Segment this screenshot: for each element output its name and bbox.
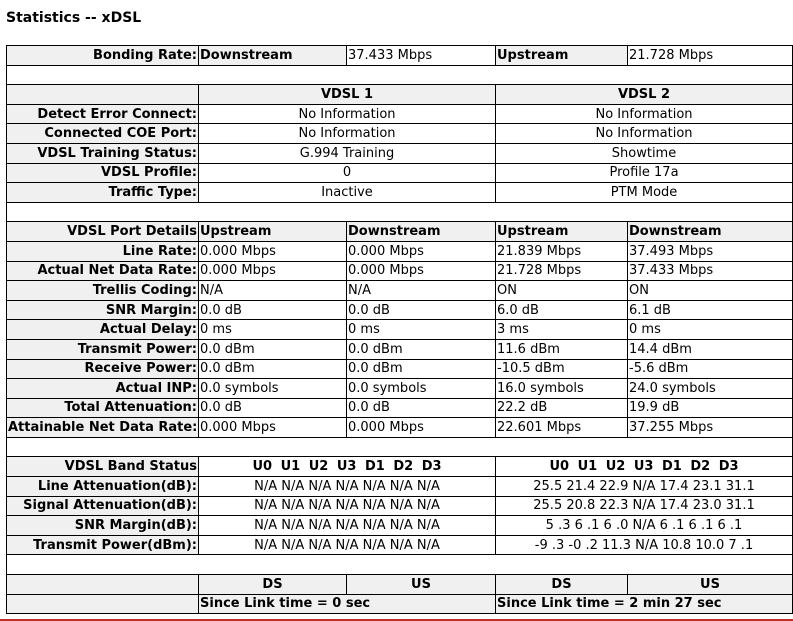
band-values-vdsl2: -9 .3 -0 .2 11.3 N/A 10.8 10.0 7 .1 bbox=[496, 535, 793, 555]
port-detail-value: 11.6 dBm bbox=[496, 339, 628, 359]
port-detail-row bbox=[7, 398, 793, 418]
line-info-vdsl2: PTM Mode bbox=[496, 183, 793, 203]
bonding-upstream-value: 21.728 Mbps bbox=[628, 46, 793, 66]
band-status-row bbox=[7, 496, 793, 516]
spacer-row bbox=[7, 202, 793, 222]
bonding-downstream-value: 37.433 Mbps bbox=[347, 46, 496, 66]
line-info-row bbox=[7, 124, 793, 144]
band-status-label: VDSL Band Status bbox=[7, 457, 199, 477]
port-detail-value: 0.0 dB bbox=[199, 300, 347, 320]
port-detail-label: Actual Net Data Rate: bbox=[7, 261, 199, 281]
since-link-time-vdsl1: Since Link time = 0 sec bbox=[199, 594, 496, 614]
link-time-blank bbox=[7, 594, 199, 614]
port-detail-row bbox=[7, 241, 793, 261]
port-detail-value: 0.0 dB bbox=[347, 300, 496, 320]
band-values-vdsl1: N/A N/A N/A N/A N/A N/A N/A bbox=[199, 535, 496, 555]
line-info-vdsl1: No Information bbox=[199, 104, 496, 124]
us-label-vdsl1: US bbox=[347, 575, 496, 595]
port-detail-value: 0.000 Mbps bbox=[347, 418, 496, 438]
line-info-label: Traffic Type: bbox=[7, 183, 199, 203]
port-detail-label: Total Attenuation: bbox=[7, 398, 199, 418]
port-col-header: Downstream bbox=[347, 222, 496, 242]
link-time-header-row bbox=[7, 575, 793, 595]
port-col-header: Downstream bbox=[628, 222, 793, 242]
port-detail-label: Attainable Net Data Rate: bbox=[7, 418, 199, 438]
bonding-upstream-label: Upstream bbox=[496, 46, 628, 66]
line-info-row bbox=[7, 163, 793, 183]
port-detail-label: Receive Power: bbox=[7, 359, 199, 379]
port-detail-value: 22.601 Mbps bbox=[496, 418, 628, 438]
port-detail-row bbox=[7, 379, 793, 399]
port-detail-value: ON bbox=[496, 281, 628, 301]
port-detail-row bbox=[7, 418, 793, 438]
port-detail-value: 0.000 Mbps bbox=[199, 261, 347, 281]
band-values-vdsl1: N/A N/A N/A N/A N/A N/A N/A bbox=[199, 496, 496, 516]
port-detail-value: 16.0 symbols bbox=[496, 379, 628, 399]
ds-label-vdsl1: DS bbox=[199, 575, 347, 595]
port-detail-label: Actual Delay: bbox=[7, 320, 199, 340]
port-detail-row bbox=[7, 320, 793, 340]
band-names-vdsl1: U0 U1 U2 U3 D1 D2 D3 bbox=[199, 457, 496, 477]
port-detail-value: 37.433 Mbps bbox=[628, 261, 793, 281]
port-detail-value: 0 ms bbox=[628, 320, 793, 340]
port-detail-label: Actual INP: bbox=[7, 379, 199, 399]
line-info-vdsl2: Showtime bbox=[496, 143, 793, 163]
port-detail-label: SNR Margin: bbox=[7, 300, 199, 320]
us-label-vdsl2: US bbox=[628, 575, 793, 595]
line-info-label: VDSL Profile: bbox=[7, 163, 199, 183]
port-detail-value: 21.839 Mbps bbox=[496, 241, 628, 261]
port-detail-row bbox=[7, 281, 793, 301]
port-detail-value: -10.5 dBm bbox=[496, 359, 628, 379]
port-col-header: Upstream bbox=[496, 222, 628, 242]
port-details-label: VDSL Port Details bbox=[7, 222, 199, 242]
port-detail-value: 37.255 Mbps bbox=[628, 418, 793, 438]
line-header-blank bbox=[7, 85, 199, 105]
vdsl1-header: VDSL 1 bbox=[199, 85, 496, 105]
bonding-rate-row bbox=[7, 46, 793, 66]
port-detail-value: 0 ms bbox=[199, 320, 347, 340]
port-detail-value: 0.0 dBm bbox=[199, 339, 347, 359]
band-status-row bbox=[7, 477, 793, 497]
line-info-vdsl1: 0 bbox=[199, 163, 496, 183]
port-detail-value: 0 ms bbox=[347, 320, 496, 340]
vdsl-line-header-row bbox=[7, 85, 793, 105]
link-time-row bbox=[7, 594, 793, 614]
port-detail-value: 0.0 dBm bbox=[199, 359, 347, 379]
port-detail-row bbox=[7, 300, 793, 320]
line-info-row bbox=[7, 183, 793, 203]
port-detail-label: Line Rate: bbox=[7, 241, 199, 261]
line-info-vdsl1: Inactive bbox=[199, 183, 496, 203]
band-values-vdsl2: 5 .3 6 .1 6 .0 N/A 6 .1 6 .1 6 .1 bbox=[496, 516, 793, 536]
band-values-vdsl2: 25.5 21.4 22.9 N/A 17.4 23.1 31.1 bbox=[496, 477, 793, 497]
band-status-row bbox=[7, 535, 793, 555]
spacer-cell bbox=[7, 555, 793, 575]
band-status-row-label: Signal Attenuation(dB): bbox=[7, 496, 199, 516]
line-info-row bbox=[7, 143, 793, 163]
band-values-vdsl2: 25.5 20.8 22.3 N/A 17.4 23.0 31.1 bbox=[496, 496, 793, 516]
port-detail-value: 0.000 Mbps bbox=[347, 241, 496, 261]
bonding-downstream-label: Downstream bbox=[199, 46, 347, 66]
port-detail-value: 37.493 Mbps bbox=[628, 241, 793, 261]
port-detail-value: 6.1 dB bbox=[628, 300, 793, 320]
line-info-vdsl1: No Information bbox=[199, 124, 496, 144]
port-detail-value: 19.9 dB bbox=[628, 398, 793, 418]
spacer-row bbox=[7, 437, 793, 457]
spacer-row bbox=[7, 65, 793, 85]
port-detail-label: Transmit Power: bbox=[7, 339, 199, 359]
port-detail-value: 24.0 symbols bbox=[628, 379, 793, 399]
port-detail-value: 0.0 symbols bbox=[199, 379, 347, 399]
line-info-vdsl2: Profile 17a bbox=[496, 163, 793, 183]
since-link-time-vdsl2: Since Link time = 2 min 27 sec bbox=[496, 594, 793, 614]
port-detail-value: 6.0 dB bbox=[496, 300, 628, 320]
band-status-row-label: SNR Margin(dB): bbox=[7, 516, 199, 536]
band-values-vdsl1: N/A N/A N/A N/A N/A N/A N/A bbox=[199, 516, 496, 536]
port-detail-value: ON bbox=[628, 281, 793, 301]
spacer-row bbox=[7, 555, 793, 575]
band-status-row bbox=[7, 516, 793, 536]
port-detail-value: -5.6 dBm bbox=[628, 359, 793, 379]
line-info-label: Detect Error Connect: bbox=[7, 104, 199, 124]
line-info-label: Connected COE Port: bbox=[7, 124, 199, 144]
xdsl-statistics-table bbox=[6, 45, 793, 614]
line-info-vdsl2: No Information bbox=[496, 124, 793, 144]
port-detail-value: 0.0 symbols bbox=[347, 379, 496, 399]
port-detail-value: 0.000 Mbps bbox=[199, 418, 347, 438]
port-col-header: Upstream bbox=[199, 222, 347, 242]
link-time-blank bbox=[7, 575, 199, 595]
band-status-row-label: Transmit Power(dBm): bbox=[7, 535, 199, 555]
port-detail-value: 22.2 dB bbox=[496, 398, 628, 418]
port-detail-value: 3 ms bbox=[496, 320, 628, 340]
port-detail-value: 0.000 Mbps bbox=[199, 241, 347, 261]
ds-label-vdsl2: DS bbox=[496, 575, 628, 595]
band-status-header-row bbox=[7, 457, 793, 477]
port-details-header-row bbox=[7, 222, 793, 242]
vdsl2-header: VDSL 2 bbox=[496, 85, 793, 105]
port-detail-value: 0.0 dB bbox=[199, 398, 347, 418]
band-names-vdsl2: U0 U1 U2 U3 D1 D2 D3 bbox=[496, 457, 793, 477]
line-info-row bbox=[7, 104, 793, 124]
port-detail-label: Trellis Coding: bbox=[7, 281, 199, 301]
port-detail-row bbox=[7, 359, 793, 379]
port-detail-row bbox=[7, 339, 793, 359]
port-detail-value: 0.000 Mbps bbox=[347, 261, 496, 281]
band-values-vdsl1: N/A N/A N/A N/A N/A N/A N/A bbox=[199, 477, 496, 497]
line-info-label: VDSL Training Status: bbox=[7, 143, 199, 163]
port-detail-value: 0.0 dB bbox=[347, 398, 496, 418]
port-detail-value: 0.0 dBm bbox=[347, 359, 496, 379]
band-status-row-label: Line Attenuation(dB): bbox=[7, 477, 199, 497]
port-detail-value: N/A bbox=[347, 281, 496, 301]
port-detail-row bbox=[7, 261, 793, 281]
line-info-vdsl2: No Information bbox=[496, 104, 793, 124]
port-detail-value: 14.4 dBm bbox=[628, 339, 793, 359]
page-title: Statistics -- xDSL bbox=[6, 10, 142, 26]
port-detail-value: N/A bbox=[199, 281, 347, 301]
line-info-vdsl1: G.994 Training bbox=[199, 143, 496, 163]
spacer-cell bbox=[7, 202, 793, 222]
spacer-cell bbox=[7, 437, 793, 457]
port-detail-value: 21.728 Mbps bbox=[496, 261, 628, 281]
spacer-cell bbox=[7, 65, 793, 85]
bonding-rate-label: Bonding Rate: bbox=[7, 46, 199, 66]
port-detail-value: 0.0 dBm bbox=[347, 339, 496, 359]
